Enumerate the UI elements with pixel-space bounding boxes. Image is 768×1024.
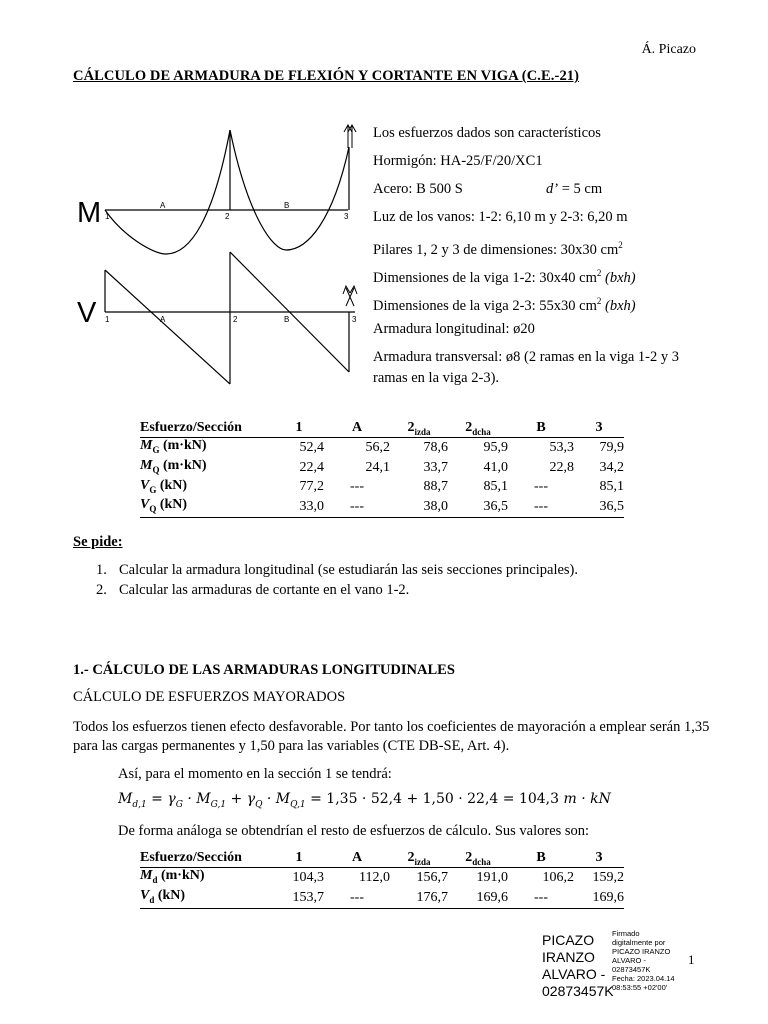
shear-point-2: 2 [233,315,238,324]
table-cell: --- [508,497,574,517]
table-cell: 79,9 [599,439,624,455]
row-label: $V_G$ (kN) [140,477,188,495]
row-label: $V_d$ (kN) [140,888,274,908]
problem-data-list [373,123,713,389]
table-header-cell: 1 [274,849,324,868]
design-forces-table [140,849,624,909]
data-item: Hormigón: HA-25/F/20/XC1 [373,153,543,169]
table-cell: 88,7 [423,479,448,495]
table-header-cell: $2_{izda}$ [390,419,448,438]
row-label: $M_G$ (m·kN) [140,438,207,455]
table-cell: 22,8 [549,459,574,475]
moment-arrow-icon [344,125,356,148]
table-header-row [140,849,624,868]
table-header-cell: Esfuerzo/Sección [140,419,274,438]
moment-point-a: A [160,201,166,210]
table-cell: 56,2 [365,439,390,455]
paragraph: Todos los esfuerzos tienen efecto desfavorable. Por tanto los coeficientes de mayoración a emplear serán 1,35 para las cargas permanentes y 1,50 para las variables (CTE DB-SE, Art. 4). [73,719,710,754]
table-cell: --- [324,888,390,908]
moment-shear-diagram [68,122,360,386]
table-header-cell: A [324,419,390,438]
page-number: 1 [688,952,695,967]
moment-curve-span-1 [105,130,230,254]
steel-type: Acero: B 500 S [373,181,463,197]
table-header-cell: B [508,419,574,438]
table-header-cell: A [324,849,390,868]
table-cell: 156,7 [416,869,448,885]
table-cell: 41,0 [483,459,508,475]
row-label: $V_Q$ (kN) [140,497,274,517]
table-row [140,888,624,908]
moment-curve-span-2 [230,130,349,250]
table-cell: --- [324,497,390,517]
paragraph: De forma análoga se obtendrían el resto de esfuerzos de cálculo. Sus valores son: [118,823,590,839]
row-label: $M_d$ (m·kN) [140,868,205,885]
moment-point-1: 1 [105,212,110,221]
moment-label: M [77,197,102,229]
moment-point-3: 3 [344,212,349,221]
table-cell: 112,0 [359,869,390,885]
shear-point-a: A [160,315,166,324]
list-item: 2. Calcular las armaduras de cortante en el vano 1-2. [96,582,410,598]
data-item: Luz de los vanos: 1-2: 6,10 m y 2-3: 6,20 m [373,209,628,225]
data-item: Los esfuerzos dados son característicos [373,125,601,141]
shear-line-span-1 [105,270,230,384]
table-cell: 85,1 [483,479,508,495]
table-row [140,497,624,517]
moment-point-2: 2 [225,212,230,221]
table-header-cell: $2_{dcha}$ [448,419,508,438]
table-cell: 78,6 [423,439,448,455]
shear-point-3: 3 [352,315,357,324]
data-item: Pilares 1, 2 y 3 de dimensiones: 30x30 $cm^2$ [373,240,623,258]
table-header-cell: 1 [274,419,324,438]
table-header-row [140,419,624,438]
data-item [373,179,713,207]
table-row [140,438,624,458]
table-cell: 22,4 [299,459,324,475]
table-cell: --- [350,479,364,495]
table-cell: 33,7 [423,459,448,475]
list-item: 1. Calcular la armadura longitudinal (se estudiarán las seis secciones principales). [96,562,579,578]
table-cell: 34,2 [599,459,624,475]
request-list [96,560,578,600]
table-cell: 169,6 [448,888,508,908]
table-header-cell: Esfuerzo/Sección [140,849,274,868]
cover-value: d’ = 5 cm [546,181,603,197]
table-cell: 77,2 [299,479,324,495]
table-header-cell: $2_{dcha}$ [448,849,508,868]
table-header-cell: 3 [574,419,624,438]
design-moment-formula: $M_{d,1} = \gamma_G \cdot M_{G,1} + \gamma_Q \cdot M_{Q,1} = 1,35 \cdot 52,4 + 1,50 \cdot 22,4 = 104,3$ m · kN [118,791,611,810]
data-item: Armadura transversal: ø8 (2 ramas en la viga 1-2 y 3 ramas en la viga 2-3). [373,349,680,386]
table-header-cell: $2_{izda}$ [390,849,448,868]
table-cell: 159,2 [592,869,624,885]
shear-point-b: B [284,315,290,324]
table-cell: 191,0 [476,869,508,885]
request-heading: Se pide: [73,534,123,550]
document-title: CÁLCULO DE ARMADURA DE FLEXIÓN Y CORTANTE EN VIGA (C.E.-21) [73,68,580,84]
table-cell: 176,7 [390,888,448,908]
row-label: $M_Q$ (m·kN) [140,457,207,475]
table-cell: 53,3 [549,439,574,455]
paragraph: Así, para el momento en la sección 1 se tendrá: [118,766,392,782]
table-cell: 24,1 [365,459,390,475]
signature-name: PICAZO IRANZO ALVARO - 02873457K [542,932,614,999]
table-cell: --- [508,888,574,908]
table-cell: --- [534,479,548,495]
table-cell: 169,6 [574,888,624,908]
table-row [140,868,624,888]
data-item: Armadura longitudinal: ø20 [373,321,535,337]
author: Á. Picazo [641,42,696,57]
characteristic-forces-table [140,419,624,518]
table-cell: 38,0 [390,497,448,517]
section-subheading: CÁLCULO DE ESFUERZOS MAYORADOS [73,689,346,705]
data-item: Dimensiones de la viga 1-2: 30x40 $cm^2$ (bxh) [373,268,636,286]
table-cell: 33,0 [274,497,324,517]
shear-point-1: 1 [105,315,110,324]
table-header-cell: 3 [574,849,624,868]
section-heading: 1.- CÁLCULO DE LAS ARMADURAS LONGITUDINALES [73,662,455,678]
signature-meta: Firmado digitalmente por PICAZO IRANZO ALVARO - 02873457K Fecha: 2023.04.14 08:53:55 +02'00' [612,929,675,992]
table-cell: 52,4 [299,439,324,455]
shear-label: V [77,297,97,329]
table-cell: 85,1 [599,479,624,495]
table-row [140,458,624,478]
table-cell: 36,5 [574,497,624,517]
table-cell: 106,2 [542,869,574,885]
table-cell: 104,3 [292,869,324,885]
shear-arrow-icon [343,286,357,306]
table-header-cell: B [508,849,574,868]
table-row [140,478,624,498]
table-cell: 153,7 [274,888,324,908]
moment-point-b: B [284,201,290,210]
data-item: Dimensiones de la viga 2-3: 55x30 $cm^2$ (bxh) [373,296,636,314]
table-cell: 36,5 [448,497,508,517]
table-cell: 95,9 [483,439,508,455]
